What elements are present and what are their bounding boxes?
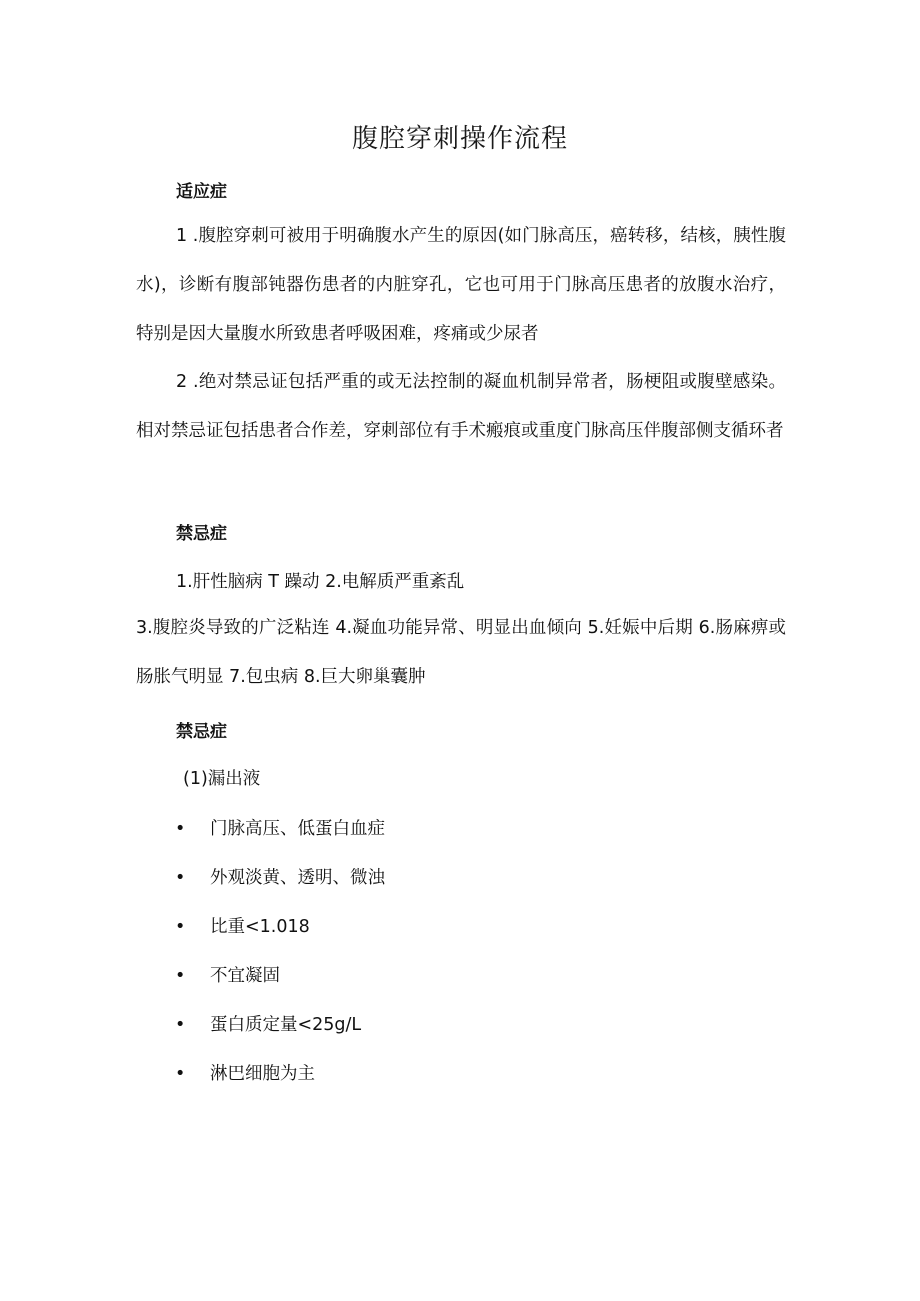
bullet-icon: • <box>175 1064 186 1084</box>
document-title: 腹腔穿刺操作流程 <box>351 124 568 154</box>
list-item-text: 蛋白质定量<25g/L <box>210 1015 362 1035</box>
list-item-text: 门脉高压、低蛋白血症 <box>210 819 385 839</box>
list-item-text: 不宜凝固 <box>210 966 280 986</box>
list-item <box>175 962 280 987</box>
section-heading-indications: 适应症 <box>176 182 227 202</box>
contraindication-line-1: 1.肝性脑病 T 躁动 2.电解质严重紊乱 <box>176 572 465 592</box>
bullet-icon: • <box>175 1015 186 1035</box>
transudate-subheading: (1)漏出液 <box>183 769 261 789</box>
section-heading-contraindications-2: 禁忌症 <box>176 722 227 742</box>
indication-item-2: 2 .绝对禁忌证包括严重的或无法控制的凝血机制异常者，肠梗阻或腹壁感染。相对禁忌证包括患者合作差，穿刺部位有手术瘢痕或重度门脉高压伴腹部侧支循环者 <box>136 372 786 441</box>
list-item-text: 比重<1.018 <box>210 917 310 937</box>
contraindication-line-2: 3.腹腔炎导致的广泛粘连 4.凝血功能异常、明显出血倾向 5.妊娠中后期 6.肠麻痹或肠胀气明显 7.包虫病 8.巨大卵巢囊肿 <box>136 618 786 687</box>
list-item-text: 淋巴细胞为主 <box>210 1064 315 1084</box>
list-item <box>175 815 385 840</box>
list-item <box>175 864 385 889</box>
bullet-icon: • <box>175 819 186 839</box>
bullet-icon: • <box>175 917 186 937</box>
bullet-icon: • <box>175 966 186 986</box>
section-heading-contraindications: 禁忌症 <box>176 524 227 544</box>
list-item <box>175 1011 361 1036</box>
list-item <box>175 913 310 938</box>
list-item-text: 外观淡黄、透明、微浊 <box>210 868 385 888</box>
bullet-icon: • <box>175 868 186 888</box>
indication-item-1: 1 .腹腔穿刺可被用于明确腹水产生的原因(如门脉高压，癌转移，结核，胰性腹水)，诊断有腹部钝器伤患者的内脏穿孔，它也可用于门脉高压患者的放腹水治疗，特别是因大量腹水所致患者呼吸困难，疼痛或少尿者 <box>136 226 786 344</box>
list-item <box>175 1060 315 1085</box>
